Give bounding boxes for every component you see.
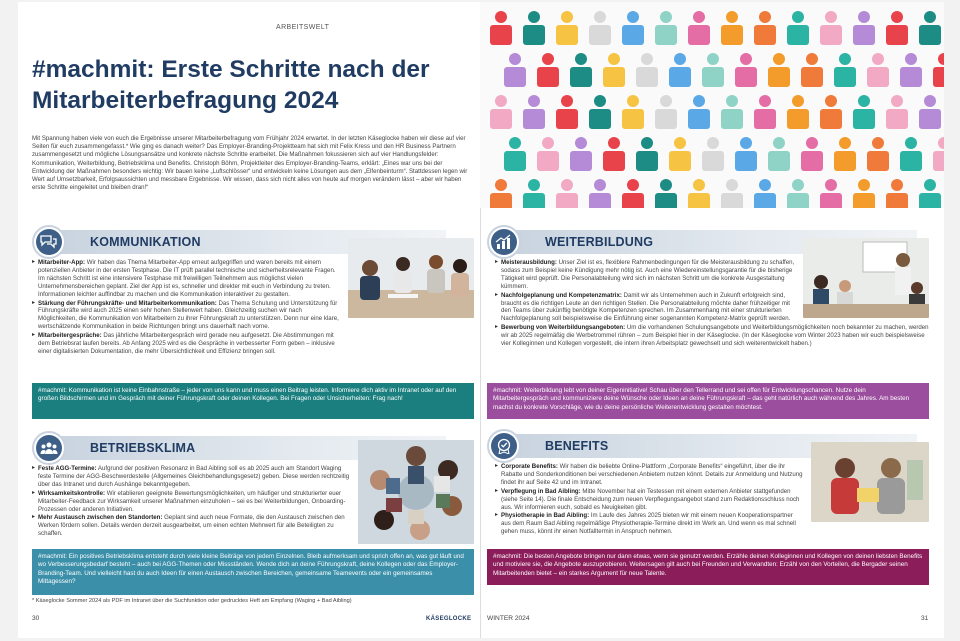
list-item: ▸ Corporate Benefits: Wir haben die beliebte Online-Plattform „Corporate Benefits“ eingeführt, über die ihr Rabatte und Sonderkonditionen bei verschiedenen Anbietern nutzen könnt. Details zur Anmeldung und Nutzung findet ihr auf Seite 42 und im Intranet. bbox=[495, 463, 803, 487]
article-title bbox=[32, 54, 472, 116]
person-figure bbox=[787, 11, 809, 45]
magazine-logo: KÄSEGLOCKE bbox=[426, 616, 472, 622]
list-item: ▸ Mitarbeiter-App: Wir haben das Thema Mitarbeiter-App erneut aufgegriffen und waren bereits mit einem potenziellen Anbieter in der ersten Testphase. Die IT prüft parallel technische und sicherheitsrelevante Fragen. Im nächsten Schritt ist eine intensivere Testphase mit freiwilligen Teilnehmern aus möglichst vielen Unternehmensbereichen geplant. Ziel der App ist es, schneller und direkter mit euch in Verbindung zu treten. Informationen leichter auffindbar zu machen und die Kommunikation interaktiver zu gestalten. bbox=[32, 259, 340, 299]
person-figure bbox=[768, 137, 790, 171]
person-figure bbox=[820, 179, 842, 208]
person-figure bbox=[688, 179, 710, 208]
list-item: ▸ Feste AGG-Termine: Aufgrund der positiven Resonanz in Bad Aibling soll es ab 2025 auch am Standort Waging feste Termine der AGG-Beschwerdestelle (Allgemeines Gleichbehandlungsgesetz) geben. Diese werden rechtzeitig über das Intranet und durch Aushänge bekanntgegeben. bbox=[32, 465, 350, 489]
person-figure bbox=[702, 53, 724, 87]
people-group-icon bbox=[32, 431, 66, 465]
betriebsklima-callout: #machmit: Ein positives Betriebsklima entsteht durch viele kleine Beiträge von jedem Einzelnen. Bleib aufmerksam und sprich offen an, was gut läuft und wo Verbesserungsbedarf besteht – auch bei AGG-Themen oder Missständen. Wende dich an deine Führungskraft, deine Kollegen oder das Employer-Branding-Team. Und vielleicht hast du auch Ideen für einen Austausch zwischen Bereichen, gemeinsame Teamevents oder ein gemeinsames Mittagessen? bbox=[32, 549, 474, 595]
person-figure bbox=[589, 11, 611, 45]
person-figure bbox=[537, 137, 559, 171]
person-figure bbox=[603, 137, 625, 171]
person-figure bbox=[622, 95, 644, 129]
section-title: WEITERBILDUNG bbox=[545, 235, 654, 249]
person-figure bbox=[721, 11, 743, 45]
footnote: * Käseglocke Sommer 2024 als PDF im Intranet über die Suchfunktion oder gedrucktes Heft am Empfang (Waging + Bad Aibling) bbox=[32, 598, 352, 604]
list-item: ▸ Nachfolgeplanung und Kompetenzmatrix: Damit wir als Unternehmen auch in Zukunft erfolgreich sind, braucht es die richtigen Leute an den richtigen Stellen. Die Personalabteilung möchte daher frühzeitiger mit den Teams über zukünftig benötigte Kompetenzen sprechen. Im Zusammenhang mit einer strukturierten Nachfolgeplanung soll beispielsweise die Einführung einer sogenannten Kompetenz-Matrix geprüft werden. bbox=[495, 292, 797, 324]
person-figure bbox=[589, 179, 611, 208]
person-figure bbox=[919, 95, 941, 129]
intro-paragraph: Mit Spannung haben viele von euch die Ergebnisse unserer Mitarbeiterbefragung vom Frühjahr 2024 erwartet. In der letzten Käseglocke haben wir diese auf vier Seiten für euch zusammengefasst.* Wie ging es danach weiter? Das Employer-Branding-Projektteam hat sich mit Felix Kress und den HR Business Partnern zusammengesetzt und mögliche Lösungsansätze und konkrete nächste Schritte erarbeitet. Die Maßnahmen fokussieren sich auf vier Handlungsfelder: Kommunikation, Weiterbildung, Betriebsklima und Benefits. Christoph Böhm, Projektleiter des Employer-Branding-Teams, erklärt: „Eines war uns bei der Entwicklung der Maßnahmen besonders wichtig: Wir bauen keine „Luftschlösser“ und entwickeln keine Lösungen aus dem „Elfenbeinturm“. Stattdessen legen wir Wert auf Umsetzbarkeit, Erfolgsaussichten und messbare Ergebnisse. Wir wissen, dass sich nicht alles von heute auf morgen verändern lässt – aber wir haben erste Schritte eingeleitet und bleiben dran!“ bbox=[32, 135, 468, 192]
person-figure bbox=[570, 53, 592, 87]
magazine-spread bbox=[18, 2, 944, 638]
person-figure bbox=[834, 137, 856, 171]
training-photo bbox=[803, 238, 929, 318]
person-figure bbox=[721, 179, 743, 208]
title-line-2: Mitarbeiterbefragung 2024 bbox=[32, 87, 339, 114]
kommunikation-body bbox=[32, 259, 340, 357]
section-title: BENEFITS bbox=[545, 439, 609, 453]
list-item: ▸ Mitarbeitergespräche: Das jährliche Mitarbeitergespräch wird gerade neu aufgesetzt. Die Abstimmungen mit dem Betriebsrat laufen bereits. Ab Anfang 2025 wird es die Gespräche in verbesserter Form geben – inklusive einer digitalisierten Dokumentation, die mehr Übersichtlichkeit und Effizienz bringen soll. bbox=[32, 332, 340, 356]
person-figure bbox=[820, 95, 842, 129]
award-badge-icon bbox=[487, 429, 521, 463]
person-figure bbox=[655, 11, 677, 45]
list-item: ▸ Bewerbung von Weiterbildungsangeboten: Um die vorhandenen Schulungsangebote und Weiterbildungsmöglichkeiten noch bekannter zu machen, werden wir ab 2025 regelmäßig die Werbetrommel rühren – zum Beispiel hier in der Käseglocke. (In der Käseglocke vom Winter 2023 haben wir euch beispielsweise vier Kolleginnen und Kollegen vorgestellt, die intern ihren Arbeitsplatz gewechselt und sich weiterentwickelt haben.) bbox=[495, 324, 935, 348]
person-figure bbox=[933, 53, 944, 87]
person-figure bbox=[754, 11, 776, 45]
title-line-1: #machmit: Erste Schritte nach der bbox=[32, 56, 430, 83]
person-figure bbox=[556, 11, 578, 45]
benefits-callout: #machmit: Die besten Angebote bringen nur dann etwas, wenn sie genutzt werden. Erzähle deinen Kolleginnen und Kollegen von deinen liebsten Benefits und motiviere sie, die Angebote auszuprobieren. Weitersagen gilt auch bei Freunden und Verwandten: Erzähl von den Vorteilen, die Bergader seinen Mitarbeitenden bietet – ein starkes Argument für neue Talente. bbox=[487, 549, 929, 585]
person-figure bbox=[834, 53, 856, 87]
person-figure bbox=[655, 179, 677, 208]
person-figure bbox=[754, 179, 776, 208]
kommunikation-callout: #machmit: Kommunikation ist keine Einbahnstraße – jeder von uns kann und muss einen Beitrag leisten. Informiere dich aktiv im Intranet oder auf den großen Bildschirmen und im Gespräch mit deiner Führungskraft oder deinen Kollegen. Bei Fragen oder Unsicherheiten: Frag nach! bbox=[32, 383, 474, 419]
meeting-photo bbox=[348, 238, 474, 318]
person-figure bbox=[919, 11, 941, 45]
person-figure bbox=[933, 137, 944, 171]
list-item: ▸ Mehr Austausch zwischen den Standorten: Geplant sind auch neue Formate, die den Austausch zwischen den Werken fördern sollen. Details werden derzeit ausgearbeitet, um einen echten Mehrwert für alle Beteiligten zu schaffen. bbox=[32, 514, 350, 538]
person-figure bbox=[853, 179, 875, 208]
person-figure bbox=[886, 95, 908, 129]
person-figure bbox=[801, 53, 823, 87]
person-figure bbox=[688, 11, 710, 45]
person-figure bbox=[919, 179, 941, 208]
person-figure bbox=[504, 53, 526, 87]
person-figure bbox=[702, 137, 724, 171]
person-figure bbox=[523, 11, 545, 45]
person-figure bbox=[490, 11, 512, 45]
section-kicker: ARBEITSWELT bbox=[276, 24, 330, 31]
team-circle-photo bbox=[358, 440, 474, 544]
person-figure bbox=[768, 53, 790, 87]
weiterbildung-body bbox=[495, 259, 929, 349]
person-figure bbox=[867, 53, 889, 87]
person-figure bbox=[603, 53, 625, 87]
person-figure bbox=[688, 95, 710, 129]
person-figure bbox=[735, 137, 757, 171]
page-number: 31 bbox=[921, 615, 929, 622]
person-figure bbox=[853, 11, 875, 45]
person-figure bbox=[556, 95, 578, 129]
person-figure bbox=[867, 137, 889, 171]
issue-label: WINTER 2024 bbox=[487, 615, 530, 622]
speech-bubbles-icon bbox=[32, 225, 66, 259]
person-figure bbox=[754, 95, 776, 129]
person-figure bbox=[853, 95, 875, 129]
person-figure bbox=[523, 95, 545, 129]
person-figure bbox=[570, 137, 592, 171]
person-figure bbox=[735, 53, 757, 87]
person-figure bbox=[622, 11, 644, 45]
hero-people-figures-image bbox=[480, 2, 944, 208]
list-item: ▸ Stärkung der Führungskräfte- und Mitarbeiterkommunikation: Das Thema Schulung und Unterstützung für Führungskräfte wird auch 2025 einen sehr hohen Stellenwert haben. Gleichzeitig suchen wir nach Möglichkeiten, die Kommunikation von Mitarbeitern zu ihrer Führungskraft zu unterstützen. Denn nur eine klare, wertschätzende Kommunikation in beide Richtungen bringt uns dauerhaft nach vorne. bbox=[32, 300, 340, 332]
person-figure bbox=[655, 95, 677, 129]
page-number: 30 bbox=[32, 615, 40, 622]
person-figure bbox=[801, 137, 823, 171]
person-figure bbox=[636, 53, 658, 87]
person-figure bbox=[504, 137, 526, 171]
section-title: BETRIEBSKLIMA bbox=[90, 441, 196, 455]
person-figure bbox=[787, 179, 809, 208]
person-figure bbox=[523, 179, 545, 208]
person-figure bbox=[537, 53, 559, 87]
person-figure bbox=[490, 95, 512, 129]
person-figure bbox=[669, 53, 691, 87]
list-item: ▸ Wirksamkeitskontrolle: Wir etablieren geeignete Bewertungsmöglichkeiten, um häufiger und strukturierter euer Mitarbeiter-Feedback zur Wirksamkeit unserer Maßnahmen einzuholen – sei es bei Weiterbildungen, Onboarding-Prozessen oder anderen Initiativen. bbox=[32, 490, 350, 514]
person-figure bbox=[886, 11, 908, 45]
left-page bbox=[18, 2, 481, 638]
section-title: KOMMUNIKATION bbox=[90, 235, 201, 249]
person-figure bbox=[622, 179, 644, 208]
person-figure bbox=[589, 95, 611, 129]
list-item: ▸ Physiotherapie in Bad Aibling: Im Laufe des Jahres 2025 bieten wir mit einem neuen Kooperationspartner aus dem Raum Bad Aibling regelmäßige Physiotherapie-Termine direkt im Werk an. Und wenn es mal schnell gehen muss, könnt ihr einen Notfalltermin in Anspruch nehmen. bbox=[495, 512, 803, 536]
betriebsklima-body bbox=[32, 465, 350, 539]
person-figure bbox=[636, 137, 658, 171]
person-figure bbox=[490, 179, 512, 208]
person-figure bbox=[787, 95, 809, 129]
person-figure bbox=[900, 53, 922, 87]
weiterbildung-callout: #machmit: Weiterbildung lebt von deiner Eigeninitiative! Schau über den Tellerrand und sei offen für Entwicklungschancen. Nutze dein Mitarbeitergespräch und kommuniziere deine Wünsche oder Ideen an deine Führungskraft – das geht natürlich auch während des Jahres. Am besten machst du konkrete Vorschläge, wie du deine persönliche Weiterentwicklung gestalten möchtest. bbox=[487, 383, 929, 419]
person-figure bbox=[820, 11, 842, 45]
list-item: ▸ Verpflegung in Bad Aibling: Mitte November hat ein Testessen mit einem externen Anbieter stattgefunden (siehe Seite 14). Die finale Entscheidung zum neuen Verpflegungsangebot stand zum Redaktionsschluss noch aus. Wir informieren euch, sobald es Neuigkeiten gibt. bbox=[495, 488, 803, 512]
person-figure bbox=[721, 95, 743, 129]
colleagues-photo bbox=[811, 442, 929, 522]
growth-chart-icon bbox=[487, 225, 521, 259]
person-figure bbox=[886, 179, 908, 208]
benefits-body bbox=[495, 463, 803, 537]
person-figure bbox=[900, 137, 922, 171]
list-item: ▸ Meisterausbildung: Unser Ziel ist es, flexiblere Rahmenbedingungen für die Meisterausbildung zu schaffen, sodass zum Beispiel keine Kündigung mehr nötig ist. Auch eine Wiedereinstellungsgarantie für die bisherige Tätigkeit wird geprüft. Die Personalabteilung wird sich im nächsten Schritt um die konkrete Ausgestaltung kümmern. bbox=[495, 259, 797, 291]
person-figure bbox=[669, 137, 691, 171]
person-figure bbox=[556, 179, 578, 208]
